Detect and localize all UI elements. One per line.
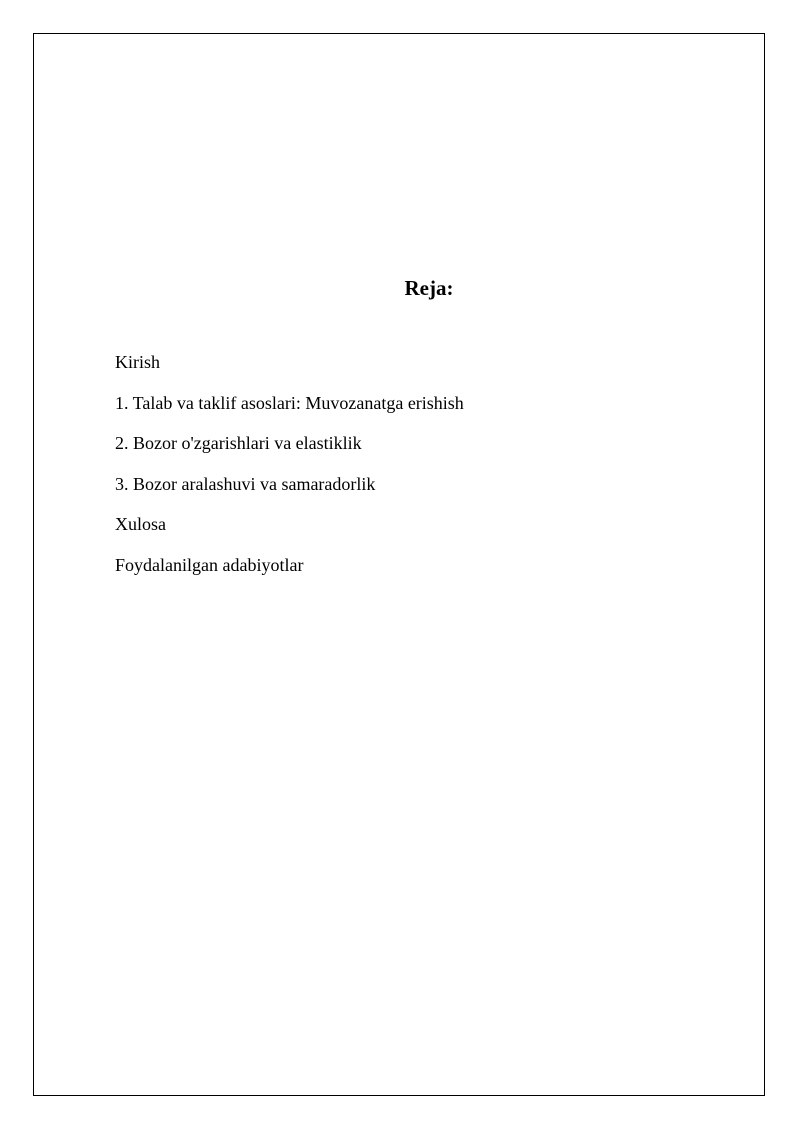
plan-title: Reja: [404, 276, 454, 300]
toc-item-section-3: 3. Bozor aralashuvi va samaradorlik [115, 473, 376, 494]
toc-item-section-2: 2. Bozor o'zgarishlari va elastiklik [115, 433, 362, 454]
toc-item-introduction: Kirish [115, 352, 160, 372]
toc-item-conclusion: Xulosa [115, 514, 166, 535]
toc-item-section-1: 1. Talab va taklif asoslari: Muvozanatga erishish [115, 392, 464, 413]
table-of-contents [115, 349, 464, 593]
toc-item-references: Foydalanilgan adabiyotlar [115, 554, 304, 575]
